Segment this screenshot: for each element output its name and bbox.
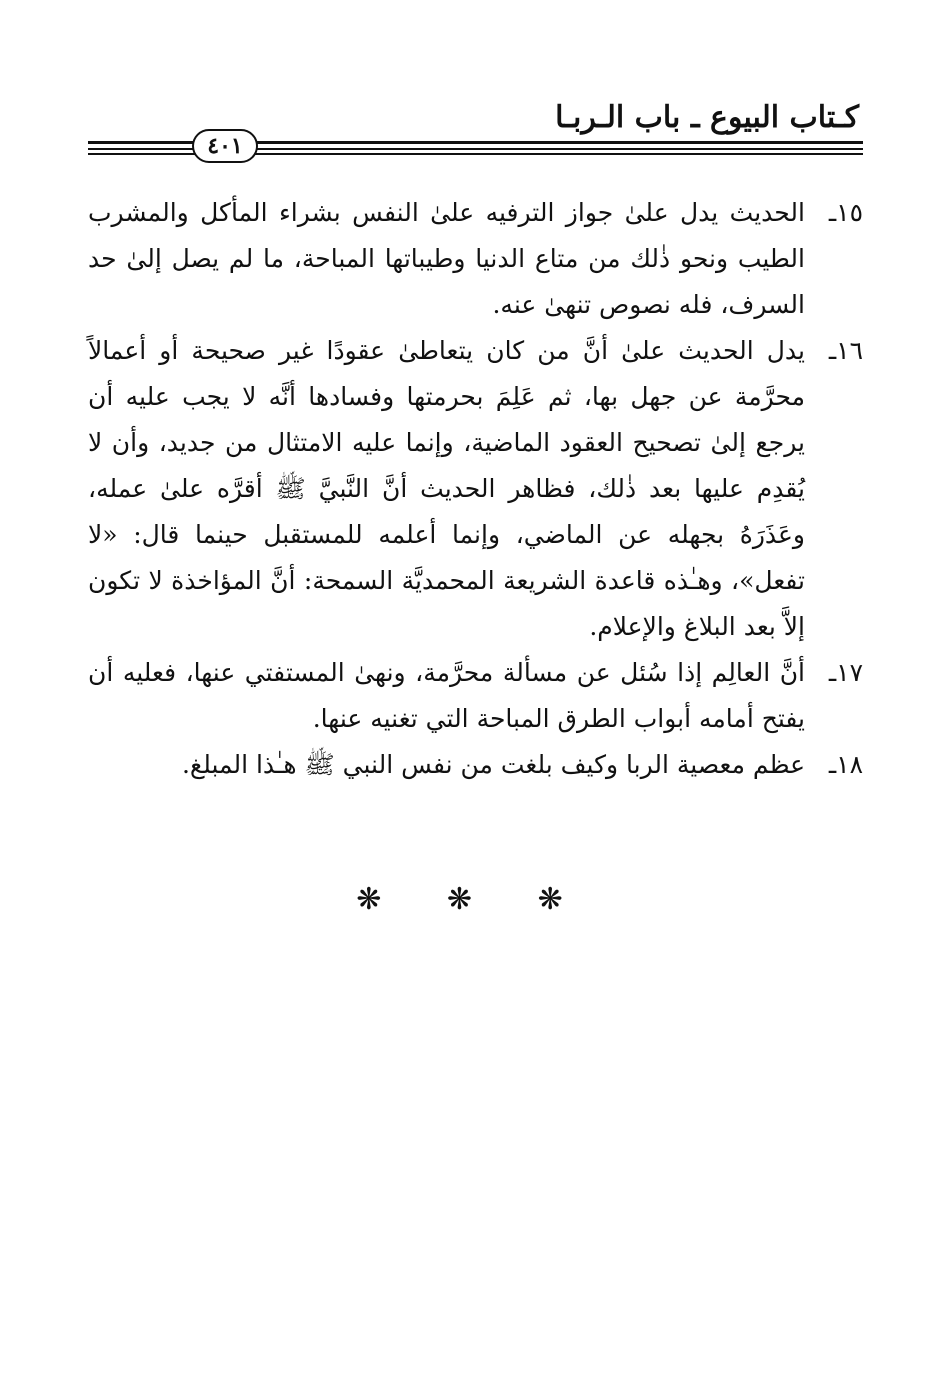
page-number-badge (192, 129, 258, 163)
item-text: يدل الحديث علىٰ أنَّ من كان يتعاطىٰ عقودًا غير صحيحة أو أعمالاً محرَّمة عن جهل بها، ثم عَلِمَ بحرمتها وفسادها أنَّه لا يجب عليه أن يرجع إلىٰ تصحيح العقود الماضية، وإنما عليه الامتثال من جديد، وأن لا يُقدِم عليها بعد ذٰلك، فظاهر الحديث أنَّ النَّبيَّ ﷺ أقرَّه علىٰ عمله، وعَذَرَهُ بجهله عن الماضي، وإنما أعلمه للمستقبل حينما قال: «لا تفعل»، وهـٰذه قاعدة الشريعة المحمديَّة السمحة: أنَّ المؤاخذة لا تكون إلاَّ بعد البلاغ والإعلام. (88, 336, 805, 641)
item-number: ١٧ـ (828, 658, 863, 687)
section-separator: ❋ ❋ ❋ (356, 882, 591, 917)
list-item (88, 650, 863, 742)
numbered-list (88, 190, 863, 788)
item-text: عظم معصية الربا وكيف بلغت من نفس النبي ﷺ هـٰذا المبلغ. (181, 750, 805, 779)
running-title: كـتاب البيوع ـ باب الـربـا (555, 100, 859, 135)
list-item (88, 742, 863, 788)
page-number: ٤٠١ (207, 133, 243, 159)
item-text: الحديث يدل علىٰ جواز الترفيه علىٰ النفس بشراء المأكل والمشرب الطيب ونحو ذٰلك من متاع الدنيا وطيباتها المباحة، ما لم يصل إلىٰ حد السرف، فله نصوص تنهىٰ عنه. (88, 198, 805, 319)
item-text: أنَّ العالِم إذا سُئل عن مسألة محرَّمة، ونهىٰ المستفتي عنها، فعليه أن يفتح أمامه أبواب الطرق المباحة التي تغنيه عنها. (88, 658, 805, 733)
item-number: ١٨ـ (828, 750, 863, 779)
item-number: ١٦ـ (828, 336, 863, 365)
list-item (88, 190, 863, 328)
item-number: ١٥ـ (828, 198, 863, 227)
list-item (88, 328, 863, 650)
